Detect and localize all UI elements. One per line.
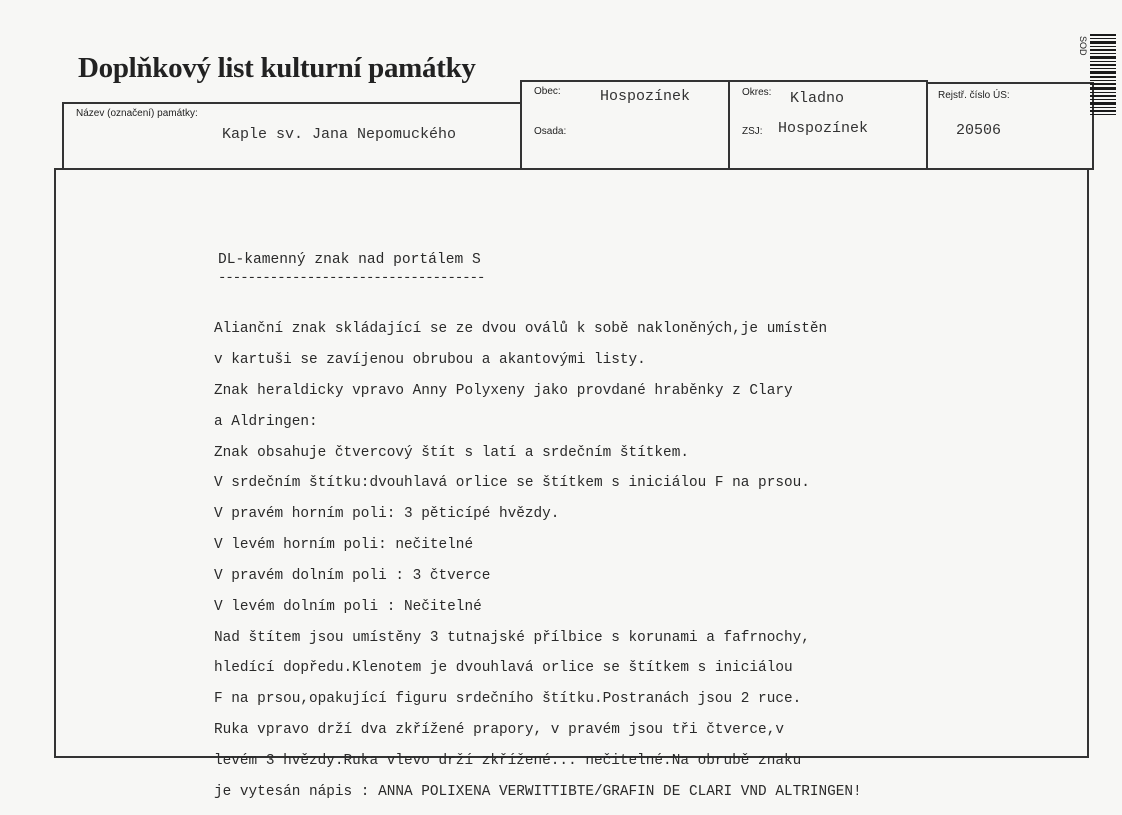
obec-value: Hospozínek	[600, 88, 691, 105]
text-line: Alianční znak skládající se ze dvou oválů k sobě nakloněných,je umístěn	[214, 321, 828, 338]
text-line: F na prsou,opakující figuru srdečního štítku.Postranách jsou 2 ruce.	[214, 691, 802, 708]
text-line: a Aldringen:	[214, 413, 318, 430]
text-line: v kartuši se zavíjenou obrubou a akantovými listy.	[214, 352, 646, 369]
obec-label: Obec:	[534, 86, 561, 97]
text-line: Znak heraldicky vpravo Anny Polyxeny jako provdané hraběnky z Clary	[214, 383, 793, 400]
section-heading: DL-kamenný znak nad portálem S	[218, 252, 481, 268]
barcode	[1076, 34, 1116, 120]
form-title: Doplňkový list kulturní památky	[78, 52, 476, 84]
name-value: Kaple sv. Jana Nepomuckého	[222, 126, 457, 143]
obec-cell	[520, 80, 730, 170]
name-cell	[62, 102, 522, 170]
text-line: Nad štítem jsou umístěny 3 tutnajské přílbice s korunami a fafrnochy,	[214, 629, 810, 646]
text-line: V levém dolním poli : Nečitelné	[214, 598, 482, 615]
okres-value: Kladno	[790, 90, 845, 107]
okres-label: Okres:	[742, 87, 772, 98]
description-text	[214, 307, 862, 815]
text-line: je vytesán nápis : ANNA POLIXENA VERWITTIBTE/GRAFIN DE CLARI VND ALTRINGEN!	[214, 783, 862, 800]
barcode-text: SOD	[1078, 36, 1088, 56]
text-line: V srdečním štítku:dvouhlavá orlice se štítkem s iniciálou F na prsou.	[214, 475, 810, 492]
rejstrik-label: Rejstř. číslo ÚS:	[938, 90, 1010, 101]
barcode-graphic	[1076, 34, 1116, 120]
rejstrik-cell	[926, 82, 1094, 170]
zsj-value: Hospozínek	[778, 120, 869, 137]
text-line: Znak obsahuje čtvercový štít s latí a srdečním štítkem.	[214, 444, 689, 461]
text-line: V pravém dolním poli : 3 čtverce	[214, 567, 491, 584]
name-label: Název (označení) památky:	[76, 108, 198, 119]
text-line: Ruka vpravo drží dva zkřížené prapory, v pravém jsou tři čtverce,v	[214, 721, 784, 738]
zsj-label: ZSJ:	[742, 126, 763, 137]
osada-label: Osada:	[534, 126, 567, 137]
text-line: V pravém horním poli: 3 pěticípé hvězdy.	[214, 506, 560, 523]
okres-cell	[728, 80, 928, 170]
text-line: hledící dopředu.Klenotem je dvouhlavá orlice se štítkem s iniciálou	[214, 660, 793, 677]
text-line: levém 3 hvězdy.Ruka vlevo drží zkřížené... nečitelné.Na obrubě znaku	[214, 752, 802, 769]
text-line: V levém horním poli: nečitelné	[214, 537, 474, 554]
heading-underline: ------------------------------------	[218, 270, 485, 286]
rejstrik-value: 20506	[956, 122, 1002, 139]
